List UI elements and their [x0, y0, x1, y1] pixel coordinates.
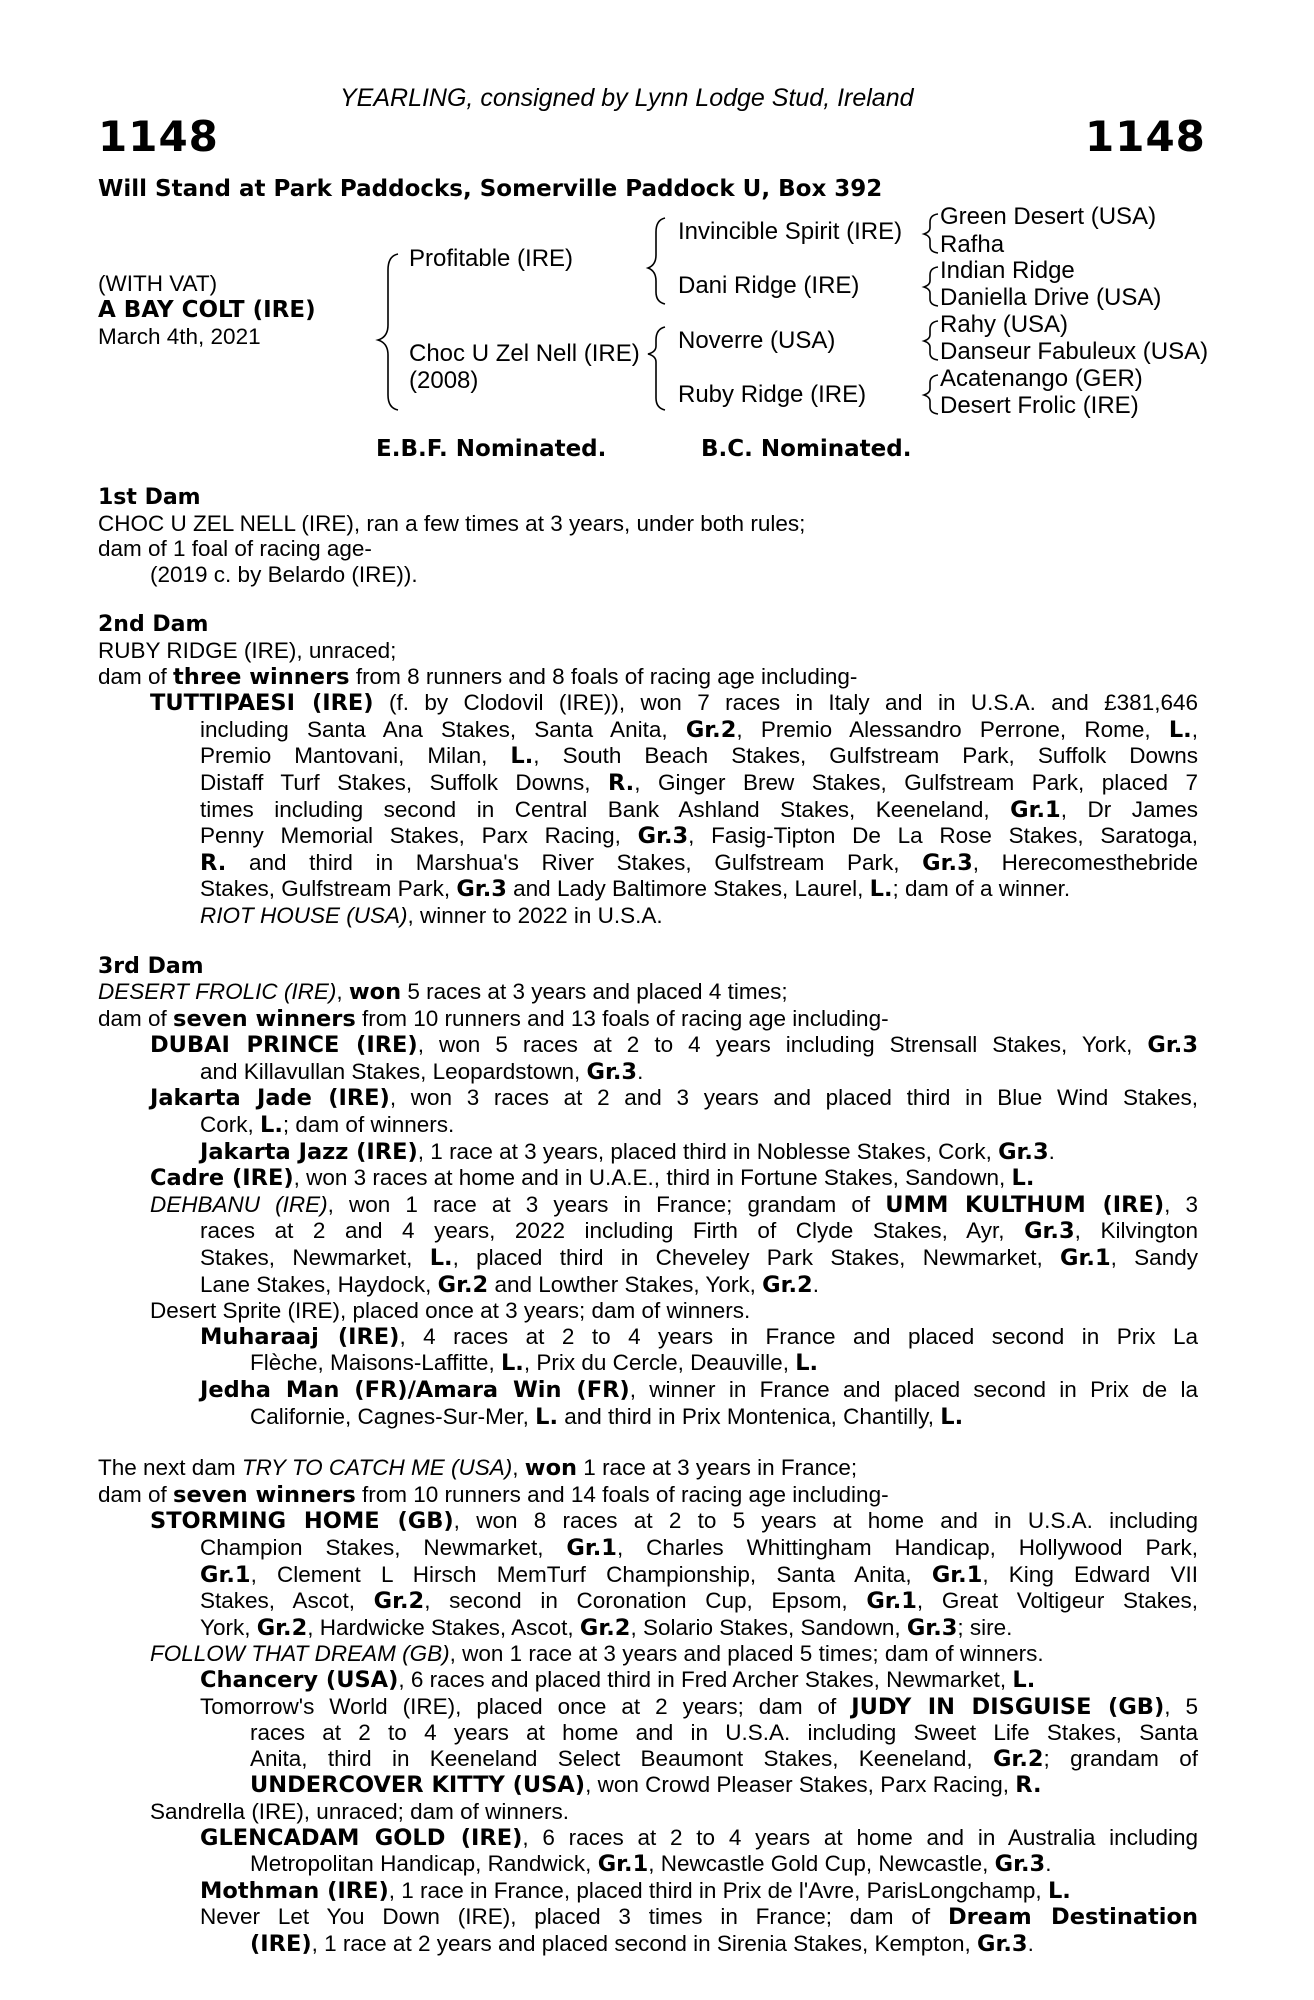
- progeny-line: Penny Memorial Stakes, Parx Racing, Gr.3, Fasig-Tipton De La Rose Stakes, Saratoga,: [200, 823, 1198, 850]
- progeny-line: Desert Sprite (IRE), placed once at 3 years; dam of winners.: [150, 1298, 751, 1324]
- lot-number-left: 1148: [98, 112, 219, 161]
- gen3-dds: Acatenango (GER): [940, 365, 1143, 392]
- progeny-line: Lane Stakes, Haydock, Gr.2 and Lowther Stakes, York, Gr.2.: [200, 1271, 819, 1298]
- brace-sire: [648, 218, 665, 304]
- progeny-line: FOLLOW THAT DREAM (GB), won 1 race at 3 years and placed 5 times; dam of winners.: [150, 1641, 1044, 1667]
- bc-nomination: B.C. Nominated.: [701, 436, 912, 462]
- first-dam-line: dam of 1 foal of racing age-: [98, 536, 372, 562]
- dam-dam: Ruby Ridge (IRE): [678, 381, 867, 408]
- progeny-line: Tomorrow's World (IRE), placed once at 2 years; dam of JUDY IN DISGUISE (GB), 5: [200, 1693, 1198, 1720]
- progeny-line: DEHBANU (IRE), won 1 race at 3 years in France; grandam of UMM KULTHUM (IRE), 3: [150, 1191, 1198, 1218]
- next-dam-line: dam of seven winners from 10 runners and 14 foals of racing age including-: [98, 1481, 889, 1508]
- first-dam-heading: 1st Dam: [98, 485, 201, 510]
- foaling-date: March 4th, 2021: [98, 324, 261, 349]
- progeny-line: times including second in Central Bank Ashland Stakes, Keeneland, Gr.1, Dr James: [200, 796, 1198, 823]
- progeny-line: Cadre (IRE), won 3 races at home and in U.A.E., third in Fortune Stakes, Sandown, L.: [150, 1165, 1035, 1192]
- progeny-line: Gr.1, Clement L Hirsch MemTurf Championship, Santa Anita, Gr.1, King Edward VII: [200, 1561, 1198, 1588]
- progeny-line: Flèche, Maisons-Laffitte, L., Prix du Cercle, Deauville, L.: [250, 1350, 819, 1377]
- progeny-line: races at 2 to 4 years at home and in U.S.A. including Sweet Life Stakes, Santa: [250, 1720, 1198, 1746]
- first-dam-line: CHOC U ZEL NELL (IRE), ran a few times at 3 years, under both rules;: [98, 510, 806, 536]
- first-dam-foal: (2019 c. by Belardo (IRE)).: [150, 561, 418, 587]
- progeny-line: TUTTIPAESI (IRE) (f. by Clodovil (IRE)), won 7 races in Italy and in U.S.A. and £381,646: [150, 690, 1199, 717]
- progeny-line: Jakarta Jazz (IRE), 1 race at 3 years, placed third in Noblesse Stakes, Cork, Gr.3.: [200, 1138, 1055, 1165]
- third-dam-line: dam of seven winners from 10 runners and 13 foals of racing age including-: [98, 1005, 889, 1032]
- horse-name-tuttipaesi: TUTTIPAESI (IRE): [150, 690, 374, 717]
- progeny-line: Premio Mantovani, Milan, L., South Beach Stakes, Gulfstream Park, Suffolk Downs: [200, 743, 1198, 770]
- gen3-ddd: Desert Frolic (IRE): [940, 392, 1139, 419]
- third-dam-heading: 3rd Dam: [98, 953, 204, 979]
- ebf-nomination: E.B.F. Nominated.: [376, 436, 607, 462]
- lot-number-right: 1148: [1085, 112, 1206, 161]
- catalogue-body: [98, 485, 1198, 1957]
- dam-year: (2008): [409, 367, 479, 394]
- brace-sd: [924, 267, 938, 306]
- dam-name: Choc U Zel Nell (IRE): [409, 340, 640, 367]
- progeny-line: Stakes, Ascot, Gr.2, second in Coronation Cup, Epsom, Gr.1, Great Voltigeur Stakes,: [200, 1588, 1198, 1615]
- dam-sire: Noverre (USA): [678, 327, 836, 354]
- brace-dam: [648, 327, 665, 410]
- progeny-line: GLENCADAM GOLD (IRE), 6 races at 2 to 4 years at home and in Australia including: [200, 1824, 1198, 1851]
- gen3-sds: Indian Ridge: [940, 257, 1075, 284]
- progeny-line: R. and third in Marshua's River Stakes, Gulfstream Park, Gr.3, Herecomesthebride: [200, 849, 1198, 876]
- vat-note: (WITH VAT): [98, 271, 218, 296]
- third-dam-line: DESERT FROLIC (IRE), won 5 races at 3 years and placed 4 times;: [98, 979, 788, 1006]
- second-dam-heading: 2nd Dam: [98, 612, 209, 638]
- sire-name: Profitable (IRE): [409, 245, 574, 272]
- gen3-dss: Rahy (USA): [940, 311, 1069, 338]
- progeny-line: York, Gr.2, Hardwicke Stakes, Ascot, Gr.2, Solario Stakes, Sandown, Gr.3; sire.: [200, 1614, 1013, 1641]
- brace-ds: [924, 321, 938, 360]
- brace-ss: [924, 214, 938, 253]
- progeny-line: UNDERCOVER KITTY (USA), won Crowd Pleaser Stakes, Parx Racing, R.: [250, 1772, 1042, 1799]
- progeny-line: Muharaaj (IRE), 4 races at 2 to 4 years in France and placed second in Prix La: [200, 1323, 1198, 1350]
- progeny-line: Cork, L.; dam of winners.: [200, 1112, 455, 1139]
- catalogue-subtitle: YEARLING, consigned by Lynn Lodge Stud, Ireland: [340, 84, 914, 112]
- sire-sire: Invincible Spirit (IRE): [678, 218, 903, 245]
- sire-dam: Dani Ridge (IRE): [678, 272, 860, 299]
- progeny-line: Anita, third in Keeneland Select Beaumont Stakes, Keeneland, Gr.2; grandam of: [250, 1745, 1198, 1772]
- horse-name: A BAY COLT (IRE): [98, 297, 316, 323]
- gen3-dsd: Danseur Fabuleux (USA): [940, 338, 1209, 365]
- next-dam-line: The next dam TRY TO CATCH ME (USA), won 1 race at 3 years in France;: [98, 1455, 858, 1482]
- progeny-line: Champion Stakes, Newmarket, Gr.1, Charles Whittingham Handicap, Hollywood Park,: [200, 1534, 1199, 1561]
- progeny-line: Jedha Man (FR)/Amara Win (FR), winner in France and placed second in Prix de la: [200, 1377, 1198, 1403]
- stabling-location: Will Stand at Park Paddocks, Somerville Paddock U, Box 392: [98, 176, 883, 202]
- progeny-line: STORMING HOME (GB), won 8 races at 2 to 5 years at home and in U.S.A. including: [150, 1508, 1198, 1535]
- brace-main: [378, 254, 398, 410]
- progeny-line: including Santa Ana Stakes, Santa Anita, Gr.2, Premio Alessandro Perrone, Rome, L.,: [200, 716, 1198, 743]
- gen3-sdd: Daniella Drive (USA): [940, 284, 1162, 311]
- progeny-line: Californie, Cagnes-Sur-Mer, L. and third in Prix Montenica, Chantilly, L.: [250, 1403, 964, 1430]
- progeny-line: Chancery (USA), 6 races and placed third in Fred Archer Stakes, Newmarket, L.: [200, 1666, 1036, 1693]
- progeny-line: Stakes, Newmarket, L., placed third in Cheveley Park Stakes, Newmarket, Gr.1, Sandy: [200, 1245, 1198, 1272]
- progeny-line: and Killavullan Stakes, Leopardstown, Gr.3.: [200, 1058, 644, 1085]
- progeny-line: Stakes, Gulfstream Park, Gr.3 and Lady Baltimore Stakes, Laurel, L.; dam of a winner.: [200, 876, 1071, 903]
- progeny-line: Sandrella (IRE), unraced; dam of winners.: [150, 1798, 569, 1824]
- progeny-line: Jakarta Jade (IRE), won 3 races at 2 and 3 years and placed third in Blue Wind Stakes,: [150, 1085, 1198, 1112]
- progeny-line: DUBAI PRINCE (IRE), won 5 races at 2 to 4 years including Strensall Stakes, York, Gr.3: [150, 1032, 1198, 1059]
- second-dam-line: RUBY RIDGE (IRE), unraced;: [98, 637, 397, 663]
- gen3-sss: Green Desert (USA): [940, 203, 1157, 230]
- progeny-line: Mothman (IRE), 1 race in France, placed third in Prix de l'Avre, ParisLongchamp, L.: [200, 1877, 1071, 1904]
- progeny-line: Distaff Turf Stakes, Suffolk Downs, R., Ginger Brew Stakes, Gulfstream Park, placed 7: [200, 769, 1198, 796]
- brace-dd: [924, 375, 938, 414]
- progeny-line: Metropolitan Handicap, Randwick, Gr.1, Newcastle Gold Cup, Newcastle, Gr.3.: [250, 1851, 1052, 1878]
- second-dam-line: dam of three winners from 8 runners and 8 foals of racing age including-: [98, 663, 858, 690]
- progeny-line: races at 2 and 4 years, 2022 including Firth of Clyde Stakes, Ayr, Gr.3, Kilvington: [200, 1218, 1198, 1245]
- gen3-ssd: Rafha: [940, 231, 1005, 258]
- progeny-line: (IRE), 1 race at 2 years and placed second in Sirenia Stakes, Kempton, Gr.3.: [250, 1930, 1034, 1957]
- progeny-line: Never Let You Down (IRE), placed 3 times in France; dam of Dream Destination: [200, 1904, 1198, 1931]
- progeny-line: RIOT HOUSE (USA), winner to 2022 in U.S.A.: [200, 902, 663, 928]
